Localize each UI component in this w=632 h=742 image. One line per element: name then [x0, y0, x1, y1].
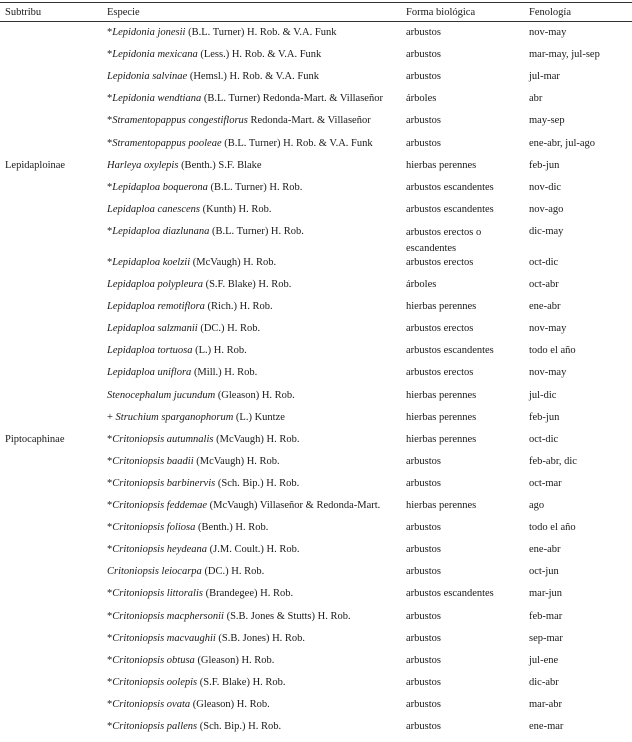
endemic-mark: *	[107, 588, 113, 600]
fenologia-cell: ene-abr	[529, 301, 561, 313]
especie-cell	[107, 455, 280, 468]
especie-cell	[107, 632, 305, 645]
endemic-mark: *	[107, 676, 113, 688]
species-author: (B.L. Turner) H. Rob. & V.A. Funk	[221, 137, 373, 149]
species-name: Critoniopsis ovata	[112, 698, 191, 710]
forma-cell	[406, 587, 494, 600]
species-author: (Hemsl.) H. Rob. & V.A. Funk	[187, 71, 319, 83]
table-row	[0, 455, 632, 477]
forma-text: arbustos escandentes	[406, 345, 494, 357]
species-name: Critoniopsis obtusa	[112, 654, 195, 666]
fenologia-cell: nov-may	[529, 367, 567, 379]
species-author: (Mill.) H. Rob.	[191, 367, 258, 379]
species-name: Lepidaploa uniflora	[107, 367, 192, 379]
table-row	[0, 181, 632, 203]
endemic-mark: *	[107, 181, 113, 193]
fenologia-cell: todo el año	[529, 522, 576, 534]
forma-text: arbustos	[406, 721, 441, 732]
forma-text: árboles	[406, 93, 437, 105]
especie-cell	[107, 159, 262, 172]
header-forma: Forma biológica	[406, 7, 476, 18]
forma-cell	[406, 366, 473, 379]
endemic-mark: *	[107, 477, 113, 489]
fenologia-cell: todo el año	[529, 345, 576, 357]
forma-text: hierbas perennes	[406, 301, 477, 313]
table-row	[0, 344, 632, 366]
forma-cell	[406, 654, 441, 667]
forma-cell	[406, 26, 441, 39]
species-author: (L.) Kuntze	[233, 411, 285, 423]
forma-text: arbustos erectos o escandentes	[406, 226, 482, 254]
forma-cell	[406, 499, 476, 512]
endemic-mark: *	[107, 27, 113, 38]
forma-text: hierbas perennes	[406, 411, 477, 423]
especie-cell	[107, 322, 260, 335]
header-row	[0, 6, 632, 28]
forma-cell	[406, 698, 441, 711]
forma-text: arbustos	[406, 544, 441, 556]
table-row	[0, 48, 632, 70]
forma-cell	[406, 137, 441, 150]
forma-text: hierbas perennes	[406, 500, 477, 511]
forma-cell	[406, 411, 476, 424]
forma-cell	[406, 114, 441, 127]
forma-cell	[406, 676, 441, 689]
species-author: (B.L. Turner) Redonda-Mart. & Villaseñor	[201, 93, 383, 105]
forma-cell	[406, 70, 441, 83]
fenologia-cell: oct-dic	[529, 433, 559, 445]
fenologia-cell: oct-abr	[529, 279, 559, 290]
forma-text: arbustos erectos	[406, 323, 474, 335]
table-row	[0, 698, 632, 720]
forma-cell	[406, 433, 476, 446]
endemic-mark: +	[107, 411, 116, 423]
especie-cell	[107, 203, 272, 216]
especie-cell	[107, 366, 257, 379]
especie-cell	[107, 114, 371, 127]
endemic-mark: *	[107, 256, 113, 268]
species-name: Lepidonia wendtiana	[112, 93, 202, 105]
table-row	[0, 610, 632, 632]
fenologia-cell: feb-jun	[529, 411, 560, 423]
fenologia-cell: mar-jun	[529, 588, 563, 600]
species-name: Stenocephalum jucundum	[107, 389, 216, 401]
fenologia-cell: dic-may	[529, 225, 564, 237]
especie-cell	[107, 70, 319, 83]
fenologia-cell: ene-abr	[529, 544, 561, 556]
forma-cell	[406, 181, 494, 194]
species-author: (McVaugh) H. Rob.	[193, 455, 280, 467]
endemic-mark: *	[107, 522, 113, 534]
species-author: (Less.) H. Rob. & V.A. Funk	[197, 49, 322, 61]
species-author: (B.L. Turner) H. Rob.	[207, 181, 303, 193]
fenologia-cell: may-sep	[529, 115, 565, 127]
endemic-mark: *	[107, 433, 113, 445]
species-name: Lepidaploa remotiflora	[107, 301, 205, 313]
fenologia-cell: ene-abr, jul-ago	[529, 137, 596, 149]
especie-cell	[107, 92, 383, 105]
species-name: Lepidonia salvinae	[107, 71, 188, 83]
species-name: Critoniopsis barbinervis	[112, 477, 216, 489]
species-author: (Sch. Bip.) H. Rob.	[215, 477, 300, 489]
especie-cell	[107, 698, 270, 711]
species-author: (J.M. Coult.) H. Rob.	[207, 544, 300, 556]
fenologia-cell: nov-may	[529, 27, 567, 38]
species-name: Critoniopsis macvaughii	[112, 632, 216, 644]
fenologia-cell: nov-ago	[529, 203, 564, 215]
table-row	[0, 256, 632, 278]
table-row	[0, 159, 632, 181]
table-row	[0, 366, 632, 388]
species-name: Lepidaploa koelzii	[112, 256, 191, 268]
species-author: (Sch. Bip.) H. Rob.	[197, 721, 282, 732]
fenologia-cell: oct-mar	[529, 477, 562, 489]
table-row	[0, 433, 632, 455]
especie-cell	[107, 610, 351, 623]
header-subtribu: Subtribu	[5, 7, 42, 18]
forma-cell	[406, 256, 473, 269]
forma-cell	[406, 203, 494, 216]
species-name: Lepidonia mexicana	[112, 49, 198, 61]
table-row	[0, 632, 632, 654]
forma-cell	[406, 521, 441, 534]
forma-cell	[406, 543, 441, 556]
forma-text: arbustos	[406, 115, 441, 127]
species-name: Critoniopsis autumnalis	[112, 433, 214, 445]
fenologia-cell: oct-jun	[529, 566, 559, 578]
species-name: Critoniopsis foliosa	[112, 522, 196, 534]
subtribu-cell: Lepidaploinae	[5, 159, 66, 171]
table-row	[0, 411, 632, 433]
species-name: Lepidaploa polypleura	[107, 279, 203, 290]
forma-cell	[406, 720, 441, 733]
subtribu-cell: Piptocaphinae	[5, 433, 65, 445]
especie-cell	[107, 521, 268, 534]
species-name: Lepidaploa salzmanii	[107, 323, 198, 335]
especie-cell	[107, 543, 300, 556]
table-row	[0, 521, 632, 543]
forma-text: hierbas perennes	[406, 159, 477, 171]
forma-cell	[406, 48, 441, 61]
species-name: Critoniopsis feddemae	[112, 500, 208, 511]
table-row	[0, 70, 632, 92]
especie-cell	[107, 477, 299, 490]
fenologia-cell: jul-mar	[529, 71, 560, 83]
table-row	[0, 322, 632, 344]
header-fenologia: Fenología	[529, 7, 571, 18]
forma-text: arbustos	[406, 522, 441, 534]
especie-cell	[107, 433, 300, 446]
header-rule	[0, 21, 632, 22]
especie-cell	[107, 565, 264, 578]
table-row	[0, 26, 632, 48]
species-author: (S.B. Jones & Stutts) H. Rob.	[223, 610, 351, 622]
fenologia-cell: abr	[529, 93, 543, 105]
forma-text: hierbas perennes	[406, 433, 477, 445]
species-author: (Rich.) H. Rob.	[204, 301, 273, 313]
fenologia-cell: nov-may	[529, 323, 567, 335]
species-name: Stramentopappus congestiflorus	[112, 115, 248, 127]
species-author: (Benth.) H. Rob.	[195, 522, 269, 534]
especie-cell	[107, 587, 293, 600]
fenologia-cell: sep-mar	[529, 632, 563, 644]
fenologia-cell: nov-dic	[529, 181, 562, 193]
species-author: (Kunth) H. Rob.	[200, 203, 272, 215]
forma-text: arbustos erectos	[406, 256, 474, 268]
forma-text: arbustos	[406, 654, 441, 666]
table-row	[0, 720, 632, 742]
forma-text: arbustos	[406, 566, 441, 578]
table-row	[0, 543, 632, 565]
forma-cell	[406, 278, 436, 291]
especie-cell	[107, 654, 274, 667]
especie-cell	[107, 499, 380, 512]
especie-cell	[107, 344, 247, 357]
forma-text: arbustos escandentes	[406, 181, 494, 193]
species-name: Lepidaploa tortuosa	[107, 345, 193, 357]
forma-text: arbustos escandentes	[406, 588, 494, 600]
forma-cell	[406, 159, 476, 172]
species-author: (B.L. Turner) H. Rob. & V.A. Funk	[185, 27, 337, 38]
forma-text: arbustos	[406, 27, 441, 38]
table-row	[0, 499, 632, 521]
species-author: (L.) H. Rob.	[192, 345, 247, 357]
fenologia-cell: feb-jun	[529, 159, 560, 171]
species-name: Struchium sparganophorum	[115, 411, 234, 423]
especie-cell	[107, 300, 273, 313]
species-name: Critoniopsis heydeana	[112, 544, 208, 556]
species-name: Lepidonia jonesii	[112, 27, 186, 38]
fenologia-cell: ago	[529, 500, 545, 511]
table-row	[0, 565, 632, 587]
endemic-mark: *	[107, 225, 113, 237]
table-row	[0, 278, 632, 300]
species-author: (S.F. Blake) H. Rob.	[197, 676, 286, 688]
species-name: Critoniopsis leiocarpa	[107, 566, 202, 578]
especie-cell	[107, 389, 295, 402]
endemic-mark: *	[107, 115, 113, 127]
endemic-mark: *	[107, 137, 113, 149]
endemic-mark: *	[107, 721, 113, 732]
table-row	[0, 300, 632, 322]
fenologia-cell: mar-may, jul-sep	[529, 49, 600, 61]
species-author: (DC.) H. Rob.	[197, 323, 261, 335]
forma-text: arbustos	[406, 49, 441, 61]
species-name: Critoniopsis pallens	[112, 721, 198, 732]
top-rule	[0, 2, 632, 3]
especie-cell	[107, 676, 286, 689]
species-author: (McVaugh) H. Rob.	[190, 256, 277, 268]
species-author: (McVaugh) H. Rob.	[213, 433, 300, 445]
endemic-mark: *	[107, 698, 113, 710]
forma-cell	[406, 389, 476, 402]
forma-text: arbustos	[406, 137, 441, 149]
endemic-mark: *	[107, 654, 113, 666]
especie-cell	[107, 720, 281, 733]
especie-cell	[107, 256, 276, 269]
forma-cell	[406, 477, 441, 490]
forma-cell	[406, 632, 441, 645]
forma-cell	[406, 610, 441, 623]
endemic-mark: *	[107, 93, 113, 105]
species-author: (McVaugh) Villaseñor & Redonda-Mart.	[207, 500, 381, 511]
especie-cell	[107, 411, 285, 424]
fenologia-cell: jul-dic	[529, 389, 557, 401]
endemic-mark: *	[107, 610, 113, 622]
species-name: Critoniopsis macphersonii	[112, 610, 224, 622]
species-name: Stramentopappus pooleae	[112, 137, 222, 149]
especie-cell	[107, 48, 321, 61]
species-name: Critoniopsis oolepis	[112, 676, 198, 688]
forma-cell	[406, 322, 473, 335]
table-row	[0, 92, 632, 114]
forma-cell	[406, 455, 441, 468]
table-row	[0, 114, 632, 136]
forma-text: arbustos	[406, 676, 441, 688]
forma-text: arbustos	[406, 632, 441, 644]
species-author: (S.F. Blake) H. Rob.	[202, 279, 292, 290]
fenologia-cell: feb-mar	[529, 610, 563, 622]
forma-text: arbustos	[406, 477, 441, 489]
forma-cell	[406, 92, 436, 105]
forma-text: hierbas perennes	[406, 389, 477, 401]
forma-cell	[406, 225, 518, 257]
endemic-mark: *	[107, 49, 113, 61]
species-name: Critoniopsis littoralis	[112, 588, 203, 600]
forma-text: arbustos	[406, 698, 441, 710]
forma-text: arbustos	[406, 455, 441, 467]
species-author: (B.L. Turner) H. Rob.	[209, 225, 304, 237]
table-row	[0, 203, 632, 225]
fenologia-cell: jul-ene	[529, 654, 559, 666]
table-row	[0, 225, 632, 254]
species-author: (DC.) H. Rob.	[201, 566, 265, 578]
forma-text: árboles	[406, 279, 437, 290]
forma-cell	[406, 565, 441, 578]
table-row	[0, 587, 632, 609]
especie-cell	[107, 137, 373, 150]
table-row	[0, 477, 632, 499]
especie-cell	[107, 278, 291, 291]
species-author: (Gleason) H. Rob.	[190, 698, 270, 710]
forma-cell	[406, 300, 476, 313]
forma-text: arbustos erectos	[406, 367, 474, 379]
forma-text: arbustos	[406, 71, 441, 83]
forma-text: arbustos escandentes	[406, 203, 494, 215]
forma-text: arbustos	[406, 610, 441, 622]
header-especie: Especie	[107, 7, 140, 18]
species-author: (Gleason) H. Rob.	[215, 389, 295, 401]
fenologia-cell: mar-abr	[529, 698, 563, 710]
fenologia-cell: dic-abr	[529, 676, 559, 688]
table-row	[0, 654, 632, 676]
endemic-mark: *	[107, 455, 113, 467]
especie-cell	[107, 181, 302, 194]
forma-cell	[406, 344, 494, 357]
fenologia-cell: oct-dic	[529, 256, 559, 268]
species-name: Lepidaploa boquerona	[112, 181, 208, 193]
species-author: (Benth.) S.F. Blake	[178, 159, 262, 171]
table-row	[0, 389, 632, 411]
species-name: Lepidaploa diazlunana	[112, 225, 210, 237]
endemic-mark: *	[107, 544, 113, 556]
species-author: (Gleason) H. Rob.	[194, 654, 275, 666]
table-row	[0, 137, 632, 159]
table-row	[0, 676, 632, 698]
species-name: Critoniopsis baadii	[112, 455, 194, 467]
species-name: Lepidaploa canescens	[107, 203, 201, 215]
especie-cell	[107, 225, 304, 238]
species-author: Redonda-Mart. & Villaseñor	[247, 115, 371, 127]
endemic-mark: *	[107, 632, 113, 644]
species-author: (Brandegee) H. Rob.	[202, 588, 294, 600]
fenologia-cell: feb-abr, dic	[529, 455, 577, 467]
species-author: (S.B. Jones) H. Rob.	[215, 632, 306, 644]
especie-cell	[107, 26, 336, 39]
species-name: Harleya oxylepis	[107, 159, 179, 171]
endemic-mark: *	[107, 500, 113, 511]
fenologia-cell: ene-mar	[529, 721, 564, 732]
